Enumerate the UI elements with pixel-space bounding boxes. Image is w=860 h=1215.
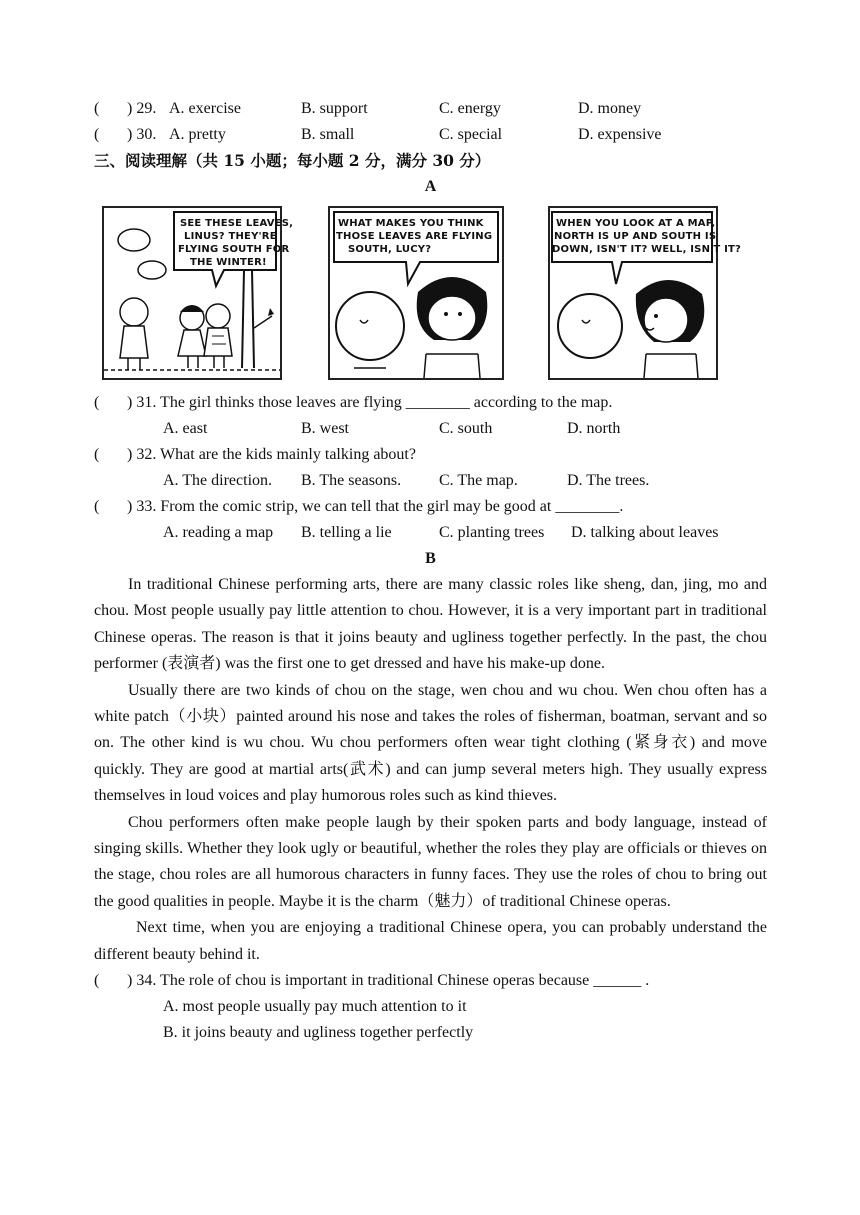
part-a-label: A	[424, 178, 437, 195]
passage-paragraph: Chou performers often make people laugh by their spoken parts and body language, instead of singing skills. Whether they look ugly or beautiful, whether the roles they play are officials or thieves on the stage, chou roles are all humorous characters in funny faces. They use the roles of chou to bring out the good qualities in people. Maybe it is the charm（魅力）of traditional Chinese operas.	[94, 813, 767, 910]
comic-panel-2	[328, 206, 504, 380]
question-34-option-a	[94, 994, 767, 1020]
option-b: B. small	[301, 126, 355, 143]
option-a: A. east	[163, 420, 208, 437]
option-c: C. south	[439, 420, 493, 437]
speech-line: THE WINTER!	[190, 257, 267, 268]
passage-paragraph: In traditional Chinese performing arts, there are many classic roles like sheng, dan, jing, mo and chou. Most people usually pay little attention to chou. However, it is a very important part in traditional Chinese operas. The reason is that it joins beauty and ugliness together perfectly. In the past, the chou performer (表演者) was the first one to get dressed and have his make-up done.	[94, 576, 767, 673]
question-32	[94, 442, 767, 468]
option-a: A. The direction.	[163, 472, 273, 489]
option-b: B. west	[301, 420, 349, 437]
question-34-option-b	[94, 1020, 767, 1046]
question-31	[94, 390, 767, 416]
question-30	[94, 122, 767, 148]
comic-panel-1	[102, 206, 294, 380]
answer-bracket[interactable]: (	[94, 972, 100, 990]
section-heading: 三、阅读理解（共 15 小题；每小题 2 分，满分 30 分）	[94, 151, 491, 170]
option-c: C. energy	[439, 100, 501, 117]
option-c: C. special	[439, 126, 503, 143]
option-b: B. it joins beauty and ugliness together perfectly	[163, 1024, 474, 1042]
question-34	[94, 968, 767, 994]
question-31-options	[94, 416, 767, 442]
option-c: C. planting trees	[439, 524, 545, 541]
speech-line: NORTH IS UP AND SOUTH IS	[554, 231, 717, 242]
question-33-options	[94, 520, 767, 546]
speech-line: FLYING SOUTH FOR	[178, 244, 290, 255]
question-number: ) 30.	[127, 126, 157, 143]
option-b: B. telling a lie	[301, 524, 392, 541]
question-stem: ) 33. From the comic strip, we can tell that the girl may be good at ________.	[127, 498, 624, 515]
answer-bracket[interactable]: (	[94, 498, 100, 515]
option-b: B. The seasons.	[301, 472, 402, 489]
question-stem: ) 31. The girl thinks those leaves are flying ________ according to the map.	[127, 394, 613, 411]
worksheet-page	[94, 96, 767, 1046]
option-a: A. most people usually pay much attention to it	[163, 998, 467, 1016]
option-d: D. expensive	[578, 126, 662, 143]
question-stem: ) 32. What are the kids mainly talking about?	[127, 446, 416, 463]
option-d: D. The trees.	[567, 472, 650, 489]
question-stem: ) 34. The role of chou is important in traditional Chinese operas because ______ .	[127, 972, 650, 990]
speech-line: SOUTH, LUCY?	[348, 244, 432, 255]
comic-strip	[94, 204, 767, 386]
option-a: A. exercise	[169, 100, 241, 117]
part-b-label: B	[425, 550, 436, 567]
answer-bracket[interactable]: (	[94, 446, 100, 463]
question-number: ) 29.	[127, 100, 157, 117]
answer-bracket[interactable]: (	[94, 394, 100, 411]
speech-line: SEE THESE LEAVES,	[180, 218, 294, 229]
speech-line: LINUS? THEY'RE	[184, 231, 277, 242]
question-33	[94, 494, 767, 520]
passage-paragraph: Next time, when you are enjoying a traditional Chinese opera, you can probably understand the different beauty behind it.	[94, 919, 767, 963]
comic-panel-3	[548, 206, 742, 380]
option-a: A. pretty	[169, 126, 226, 143]
speech-line: WHAT MAKES YOU THINK	[338, 218, 484, 229]
speech-line: DOWN, ISN'T IT? WELL, ISN'T IT?	[552, 244, 742, 255]
option-d: D. money	[578, 100, 642, 117]
option-d: D. north	[567, 420, 621, 437]
speech-line: WHEN YOU LOOK AT A MAP,	[556, 218, 716, 229]
answer-bracket[interactable]: (	[94, 100, 100, 117]
option-a: A. reading a map	[163, 524, 274, 541]
answer-bracket[interactable]: (	[94, 126, 100, 143]
option-c: C. The map.	[439, 472, 518, 489]
question-32-options	[94, 468, 767, 494]
question-29	[94, 96, 767, 122]
speech-line: THOSE LEAVES ARE FLYING	[336, 231, 493, 242]
option-b: B. support	[301, 100, 368, 117]
passage-paragraph: Usually there are two kinds of chou on the stage, wen chou and wu chou. Wen chou often has a white patch（小块）painted around his nose and takes the roles of fisherman, boatman, servant and so on. The other kind is wu chou. Wu chou performers often wear tight clothing (紧身衣) and move quickly. They are good at martial arts(武术) and can jump several meters high. They usually express themselves in loud voices and play humorous roles such as kind thieves.	[94, 681, 767, 805]
option-d: D. talking about leaves	[571, 524, 719, 541]
